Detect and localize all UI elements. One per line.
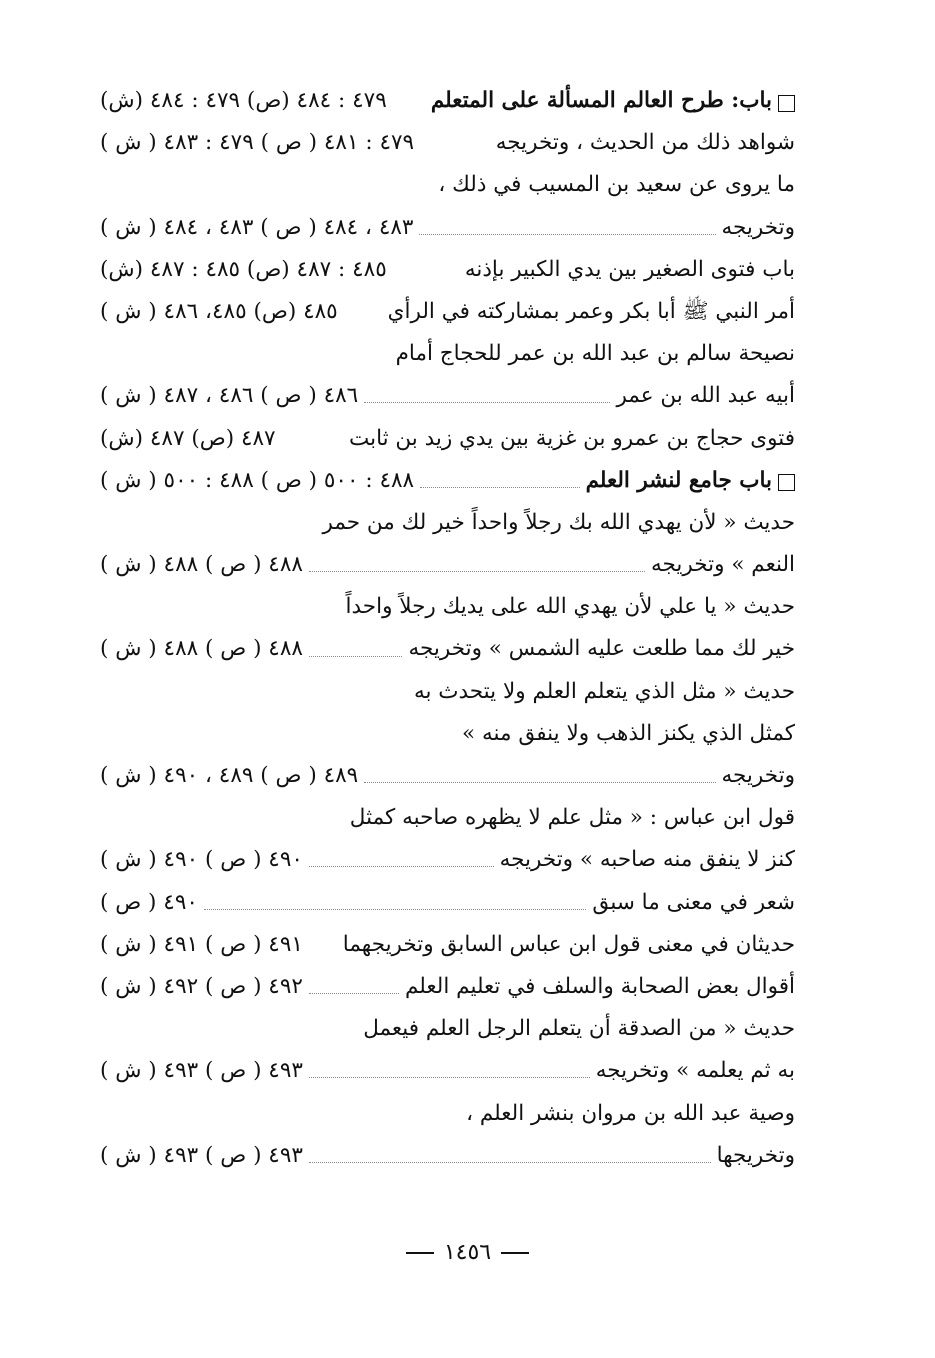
dot-leader <box>309 655 403 657</box>
dot-leader <box>204 908 586 910</box>
entry-text: وتخريجه <box>721 763 795 788</box>
page-reference: ٤٩٠ ( ص ) ٤٩٠ ( ش ) <box>100 847 303 873</box>
checkbox-square-icon <box>778 474 795 491</box>
page-reference: ٤٨٦ ( ص ) ٤٨٦ ، ٤٨٧ ( ش ) <box>100 383 359 409</box>
index-line <box>100 333 795 375</box>
entry-text: خير لك مما طلعت عليه الشمس » وتخريجه <box>408 636 795 662</box>
chapter-heading: باب: طرح العالم المسألة على المتعلم <box>430 88 772 113</box>
index-line <box>100 671 795 713</box>
entry-text: قول ابن عباس : « مثل علم لا يظهره صاحبه كمثل <box>349 805 795 831</box>
page-reference: ٤٨٨ : ٥٠٠ ( ص ) ٤٨٨ : ٥٠٠ ( ش ) <box>100 467 415 493</box>
index-line <box>100 122 795 164</box>
entry-text: أبيه عبد الله بن عمر <box>616 383 795 409</box>
entry-text: أقوال بعض الصحابة والسلف في تعليم العلم <box>404 973 795 999</box>
index-line <box>100 80 795 122</box>
dot-leader <box>309 1161 711 1163</box>
page-reference: ٤٨٩ ( ص ) ٤٨٩ ، ٤٩٠ ( ش ) <box>100 763 359 788</box>
dot-leader <box>364 401 610 403</box>
page-reference: ٤٧٩ : ٤٨١ ( ص ) ٤٧٩ : ٤٨٣ ( ش ) <box>100 130 415 156</box>
index-line <box>100 1135 795 1177</box>
page-reference: ٤٩٣ ( ص ) ٤٩٣ ( ش ) <box>100 1142 303 1168</box>
entry-text: فتوى حجاج بن عمرو بن غزية بين يدي زيد بن ثابت <box>348 425 795 451</box>
index-line <box>100 797 795 839</box>
index-line <box>100 924 795 966</box>
index-line <box>100 544 795 586</box>
footer-dash-right <box>501 1252 529 1254</box>
page-reference: ٤٩٣ ( ص ) ٤٩٣ ( ش ) <box>100 1058 303 1084</box>
index-line <box>100 375 795 417</box>
index-line <box>100 839 795 881</box>
entry-text: شواهد ذلك من الحديث ، وتخريجه <box>495 130 795 156</box>
index-line <box>100 1050 795 1092</box>
index-line <box>100 418 795 460</box>
dot-leader <box>309 865 494 867</box>
index-line <box>100 628 795 670</box>
index-line <box>100 966 795 1008</box>
index-line <box>100 164 795 206</box>
dot-leader <box>420 486 579 488</box>
page-reference: ٤٨٥ : ٤٨٧ (ص) ٤٨٥ : ٤٨٧ (ش) <box>100 256 387 282</box>
index-line <box>100 1008 795 1050</box>
footer-dash-left <box>406 1252 434 1254</box>
entry-text: وصية عبد الله بن مروان بنشر العلم ، <box>466 1100 795 1126</box>
entry-text: حديث « مثل الذي يتعلم العلم ولا يتحدث به <box>413 678 795 704</box>
page-reference: ٤٨٣ ، ٤٨٤ ( ص ) ٤٨٣ ، ٤٨٤ ( ش ) <box>100 214 414 240</box>
index-page <box>100 80 795 1177</box>
entry-text: به ثم يعلمه » وتخريجه <box>595 1058 795 1084</box>
entry-text: حديثان في معنى قول ابن عباس السابق وتخريجهما <box>342 931 795 957</box>
page-reference: ٤٩٠ ( ص ) <box>100 889 198 915</box>
entry-text: حديث « لأن يهدي الله بك رجلاً واحداً خير لك من حمر <box>322 509 795 535</box>
dot-leader <box>309 992 399 994</box>
index-line <box>100 207 795 249</box>
index-line <box>100 755 795 797</box>
dot-leader <box>309 1076 590 1078</box>
entry-text: ما يروى عن سعيد بن المسيب في ذلك ، <box>438 172 795 198</box>
entry-text: باب فتوى الصغير بين يدي الكبير بإذنه <box>464 256 795 282</box>
index-line <box>100 460 795 502</box>
index-line <box>100 249 795 291</box>
entry-text: وتخريجها <box>716 1142 795 1168</box>
page-reference: ٤٨٧ (ص) ٤٨٧ (ش) <box>100 425 276 451</box>
dot-leader <box>309 570 645 572</box>
page-number: ١٤٥٦ <box>443 1240 492 1265</box>
page-footer <box>0 1240 935 1265</box>
entry-text: كنز لا ينفق منه صاحبه » وتخريجه <box>499 847 795 873</box>
entry-text: حديث « يا علي لأن يهدي الله على يديك رجلاً واحداً <box>345 594 795 620</box>
entry-text: كمثل الذي يكنز الذهب ولا ينفق منه » <box>462 720 795 746</box>
index-line <box>100 502 795 544</box>
index-line <box>100 882 795 924</box>
page-reference: ٤٩٢ ( ص ) ٤٩٢ ( ش ) <box>100 973 303 999</box>
index-line <box>100 1093 795 1135</box>
entry-text: حديث « من الصدقة أن يتعلم الرجل العلم فيعمل <box>363 1016 795 1042</box>
page-reference: ٤٧٩ : ٤٨٤ (ص) ٤٧٩ : ٤٨٤ (ش) <box>100 88 387 113</box>
page-reference: ٤٨٥ (ص) ٤٨٥، ٤٨٦ ( ش ) <box>100 298 338 324</box>
chapter-heading: باب جامع لنشر العلم <box>585 467 772 493</box>
entry-text: أمر النبي ﷺ أبا بكر وعمر بمشاركته في الرأي <box>387 298 795 324</box>
entry-text: نصيحة سالم بن عبد الله بن عمر للحجاج أمام <box>395 341 795 367</box>
entry-text: شعر في معنى ما سبق <box>592 889 795 915</box>
entry-text: وتخريجه <box>721 214 795 240</box>
page-reference: ٤٩١ ( ص ) ٤٩١ ( ش ) <box>100 931 303 957</box>
dot-leader <box>364 781 715 783</box>
index-line <box>100 586 795 628</box>
index-line <box>100 713 795 755</box>
dot-leader <box>419 233 715 235</box>
entry-text: النعم » وتخريجه <box>650 552 795 578</box>
checkbox-square-icon <box>778 95 795 112</box>
index-line <box>100 291 795 333</box>
page-reference: ٤٨٨ ( ص ) ٤٨٨ ( ش ) <box>100 552 303 578</box>
page-reference: ٤٨٨ ( ص ) ٤٨٨ ( ش ) <box>100 636 303 662</box>
